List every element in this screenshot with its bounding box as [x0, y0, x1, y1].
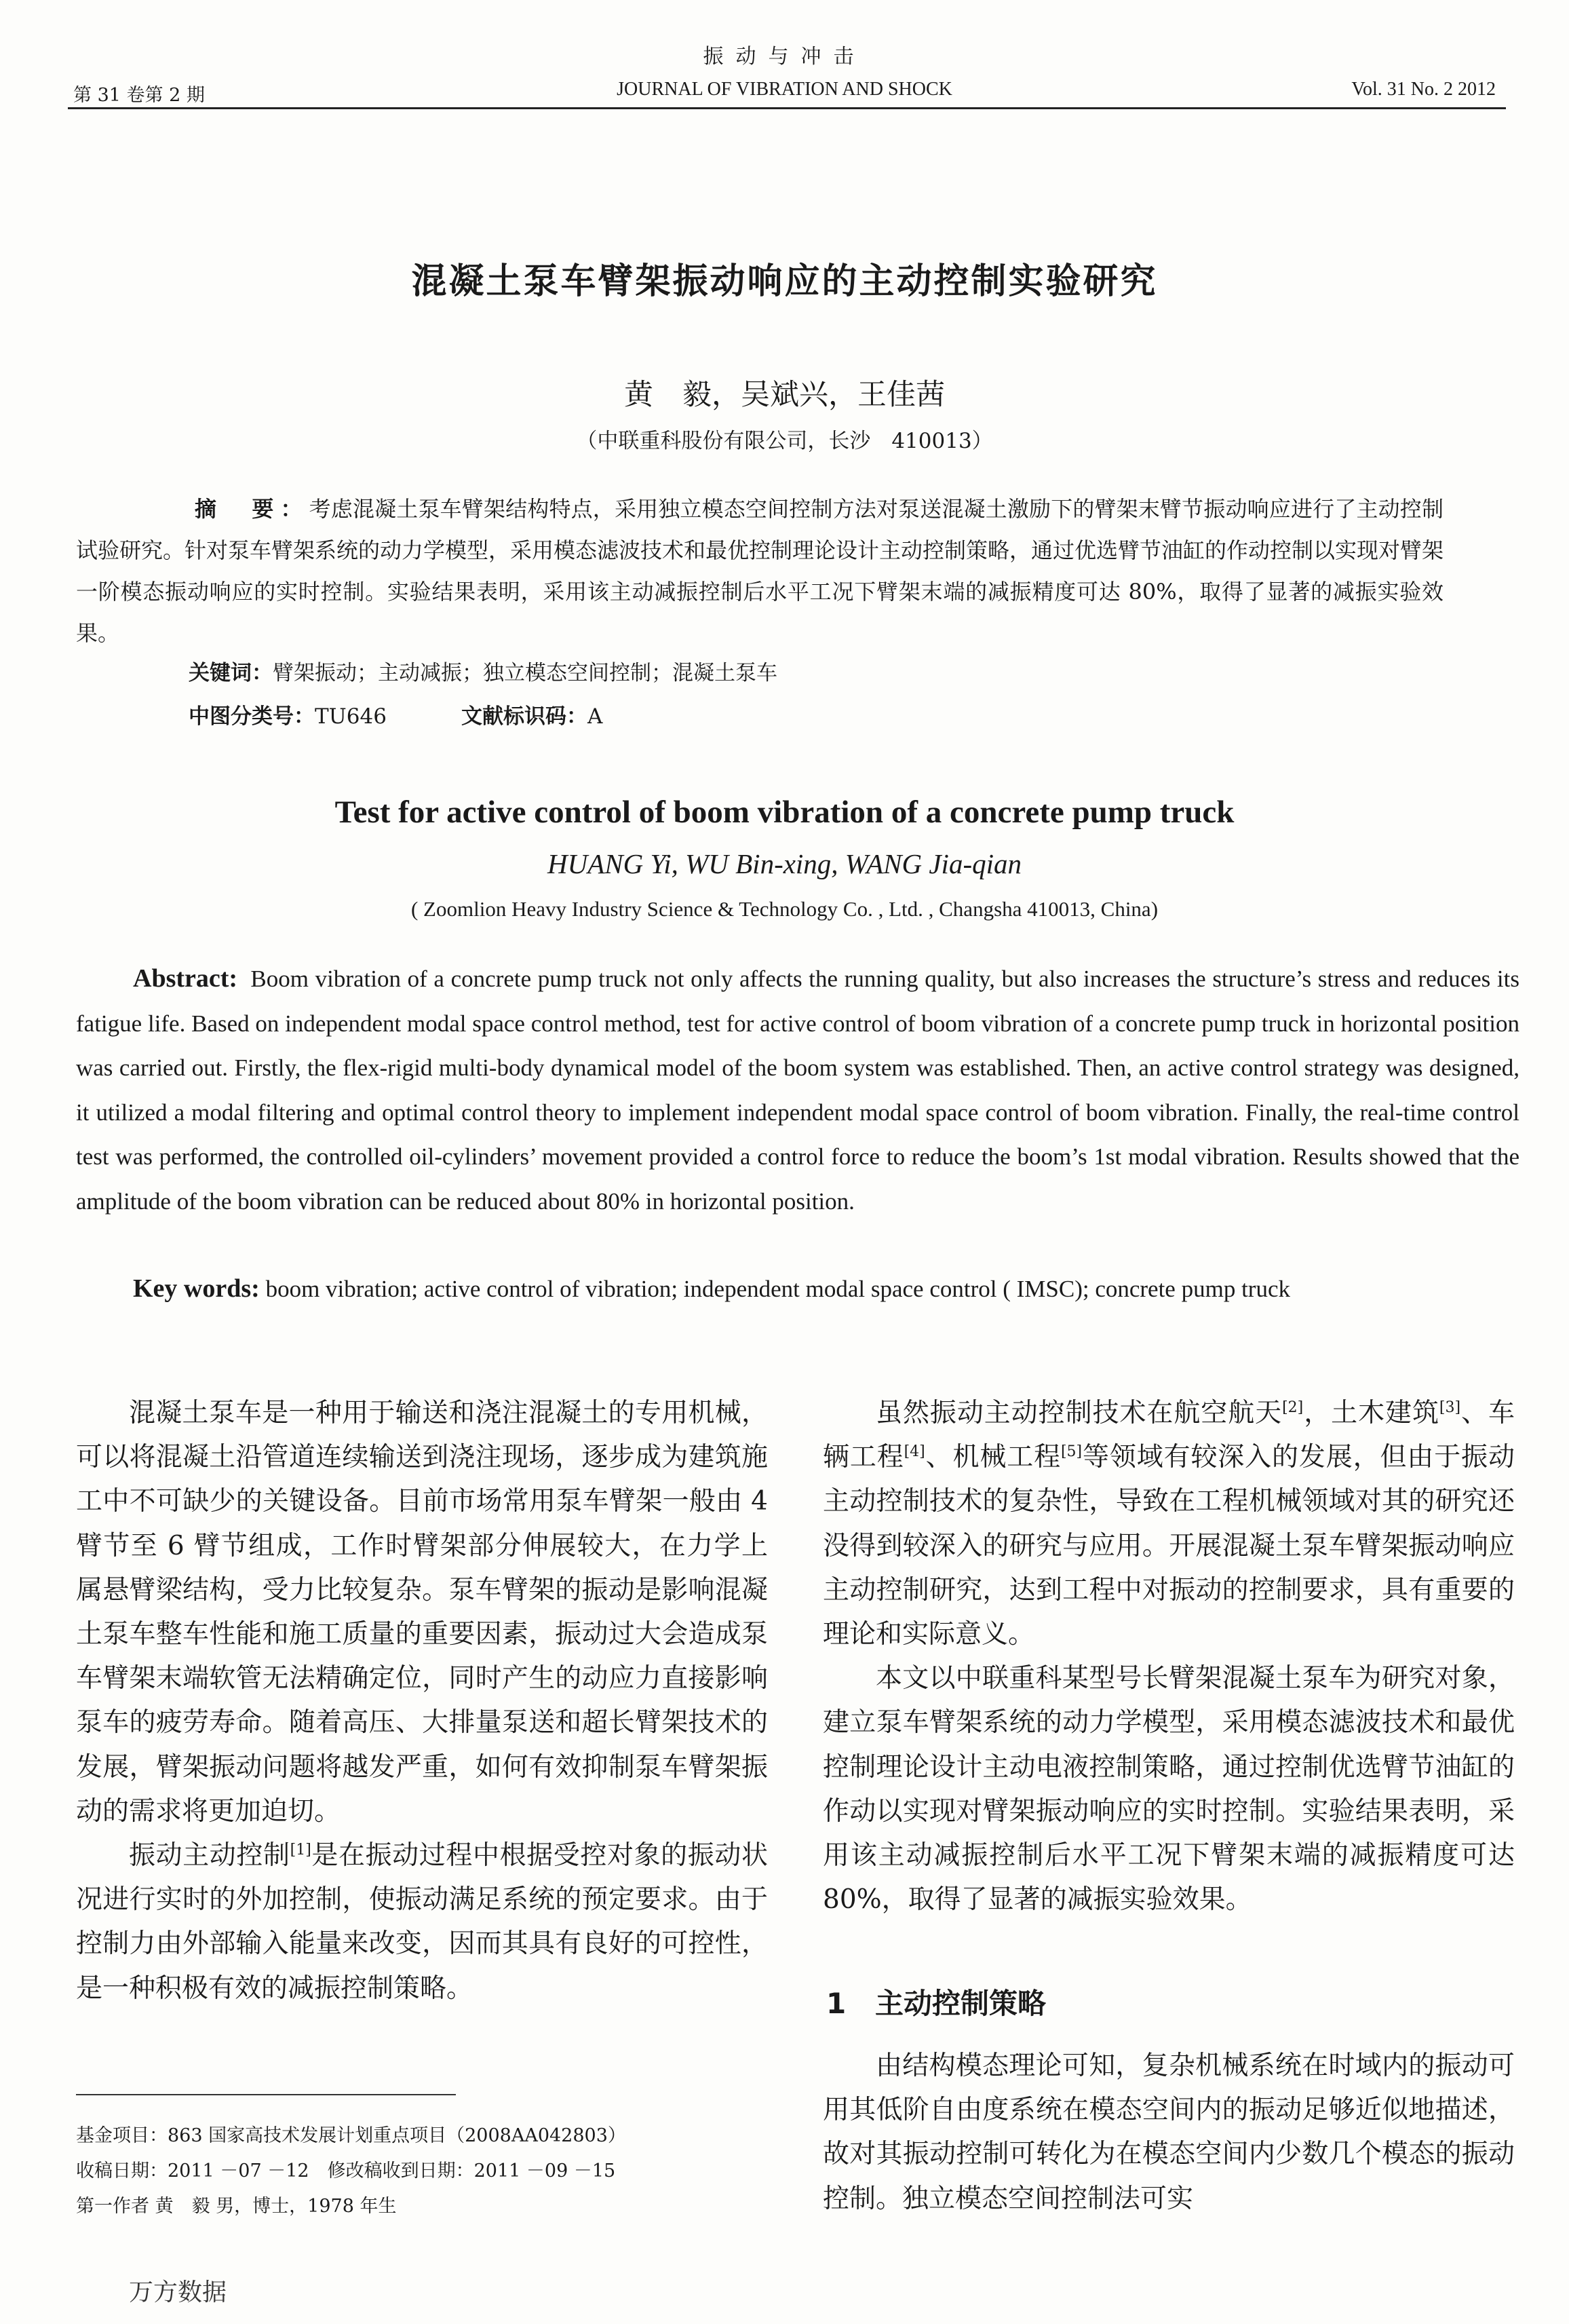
keywords-cn-label: 关键词：	[189, 661, 273, 685]
abstract-en	[76, 957, 1519, 1223]
citation-ref: [1]	[290, 1842, 311, 1859]
abstract-cn	[76, 489, 1444, 654]
keywords-en-text: boom vibration; active control of vibration; independent modal space control ( IMSC); concrete pump truck	[265, 1276, 1290, 1302]
journal-name-cn: 振动与冲击	[703, 45, 866, 69]
body-right-column	[823, 1391, 1515, 1922]
affiliation-cn: （中联重科股份有限公司，长沙 410013）	[576, 429, 993, 453]
clc-value: TU646	[315, 704, 387, 729]
keywords-cn-text: 臂架振动；主动减振；独立模态空间控制；混凝土泵车	[273, 661, 777, 685]
section-number: 1	[826, 1987, 847, 2020]
clc-label: 中图分类号：	[189, 704, 315, 729]
footnote-author: 第一作者 黄 毅 男，博士，1978 年生	[76, 2196, 397, 2217]
authors-en: HUANG Yi, WU Bin-xing, WANG Jia-qian	[547, 848, 1022, 879]
citation-ref: [2]	[1282, 1399, 1304, 1416]
paper-title-en: Test for active control of boom vibration of a concrete pump truck	[334, 795, 1235, 830]
affiliation-en: ( Zoomlion Heavy Industry Science & Technology Co. , Ltd. , Changsha 410013, China)	[410, 897, 1159, 921]
body-text: 、机械工程	[925, 1442, 1061, 1473]
body-paragraph: 本文以中联重科某型号长臂架混凝土泵车为研究对象，建立泵车臂架系统的动力学模型，采用模态滤波技术和最优控制理论设计主动电液控制策略，通过控制优选臂节油缸的作动以实现对臂架振动响应的实时控制。实验结果表明，采用该主动减振控制后水平工况下臂架末端的减振精度可达 80%，取得了显著的减振实验效果。	[823, 1663, 1515, 1916]
body-left-column	[76, 1391, 768, 2011]
paper-title-cn: 混凝土泵车臂架振动响应的主动控制实验研究	[411, 261, 1158, 302]
keywords-cn	[189, 655, 1450, 686]
volume-issue-cn: 第 31 卷第 2 期	[73, 85, 205, 106]
classification-line	[189, 699, 602, 729]
wanfang-watermark: 万方数据	[129, 2279, 227, 2306]
footnotes	[76, 2118, 781, 2224]
footnote-rule	[76, 2094, 456, 2095]
body-text: 是在振动过程中根据受控对象的振动状况进行实时的外加控制，使振动满足系统的预定要求。由于控制力由外部输入能量来改变，因而其具有良好的可控性，是一种积极有效的减振控制策略。	[76, 1840, 768, 2004]
body-paragraph	[76, 1833, 768, 2011]
doc-code-label: 文献标识码：	[461, 704, 587, 729]
body-text: 、车辆工程	[823, 1398, 1515, 1473]
footnote-fund: 基金项目：863 国家高技术发展计划重点项目（2008AA042803）	[76, 2125, 626, 2146]
doc-code-value: A	[587, 704, 603, 729]
citation-ref: [4]	[904, 1443, 925, 1461]
body-paragraph: 混凝土泵车是一种用于输送和浇注混凝土的专用机械，可以将混凝土沿管道连续输送到浇注现场，逐步成为建筑施工中不可缺少的关键设备。目前市场常用泵车臂架一般由 4 臂节至 6 臂节组成，工作时臂架部分伸展较大，在力学上属悬臂梁结构，受力比较复杂。泵车臂架的振动是影响混凝土泵车整车性能和施工质量的重要因素，振动过大会造成泵车臂架末端软管无法精确定位，同时产生的动应力直接影响泵车的疲劳寿命。随着高压、大排量泵送和超长臂架技术的发展，臂架振动问题将越发严重，如何有效抑制泵车臂架振动的需求将更加迫切。	[76, 1398, 768, 1827]
keywords-en	[76, 1267, 1519, 1311]
footnote-dates: 收稿日期：2011 －07 －12 修改稿收到日期：2011 －09 －15	[76, 2160, 616, 2182]
body-text: 虽然振动主动控制技术在航空航天	[876, 1398, 1283, 1428]
body-text: 振动主动控制	[129, 1840, 290, 1871]
section-heading	[826, 1981, 1046, 2022]
authors-cn: 黄 毅，吴斌兴，王佳茜	[624, 378, 945, 412]
body-paragraph: 由结构模态理论可知，复杂机械系统在时域内的振动可用其低阶自由度系统在模态空间内的振动足够近似地描述，故对其振动控制可转化为在模态空间内少数几个模态的振动控制。独立模态空间控制法可实	[823, 2051, 1515, 2214]
abstract-en-label: Abstract:	[133, 964, 238, 993]
volume-issue-en: Vol. 31 No. 2 2012	[1351, 79, 1496, 100]
body-right-column-continued	[823, 2044, 1515, 2221]
abstract-en-text: Boom vibration of a concrete pump truck not only affects the running quality, but also increases the structure’s stress and reduces its fatigue life. Based on independent modal space control method, test for active control of boom vibration of a concrete pump truck in horizontal position was carried out. Firstly, the flex-rigid multi-body dynamical model of the boom system was established. Then, an active control strategy was designed, it utilized a modal filtering and optimal control theory to implement independent modal space control of boom vibration. Finally, the real-time control test was performed, the controlled oil-cylinders’ movement provided a control force to reduce the boom’s 1st modal vibration. Results showed that the amplitude of the boom vibration can be reduced about 80% in horizontal position.	[76, 966, 1519, 1215]
body-text: 等领域有较深入的发展，但由于振动主动控制技术的复杂性，导致在工程机械领域对其的研究还没得到较深入的研究与应用。开展混凝土泵车臂架振动响应主动控制研究，达到工程中对振动的控制要求，具有重要的理论和实际意义。	[823, 1442, 1515, 1650]
citation-ref: [3]	[1439, 1399, 1461, 1416]
body-text: ，土木建筑	[1303, 1398, 1439, 1428]
header-rule	[68, 107, 1506, 109]
keywords-en-label: Key words:	[133, 1274, 260, 1303]
journal-name-en: JOURNAL OF VIBRATION AND SHOCK	[617, 79, 952, 100]
body-paragraph	[823, 1391, 1515, 1656]
citation-ref: [5]	[1060, 1443, 1083, 1461]
abstract-cn-text: 考虑混凝土泵车臂架结构特点，采用独立模态空间控制方法对泵送混凝土激励下的臂架末臂节振动响应进行了主动控制试验研究。针对泵车臂架系统的动力学模型，采用模态滤波技术和最优控制理论设计主动控制策略，通过优选臂节油缸的作动控制以实现对臂架一阶模态振动响应的实时控制。实验结果表明，采用该主动减振控制后水平工况下臂架末端的减振精度可达 80%，取得了显著的减振实验效果。	[76, 496, 1444, 646]
abstract-cn-label: 摘 要：	[195, 496, 309, 522]
section-title: 主动控制策略	[875, 1987, 1047, 2020]
